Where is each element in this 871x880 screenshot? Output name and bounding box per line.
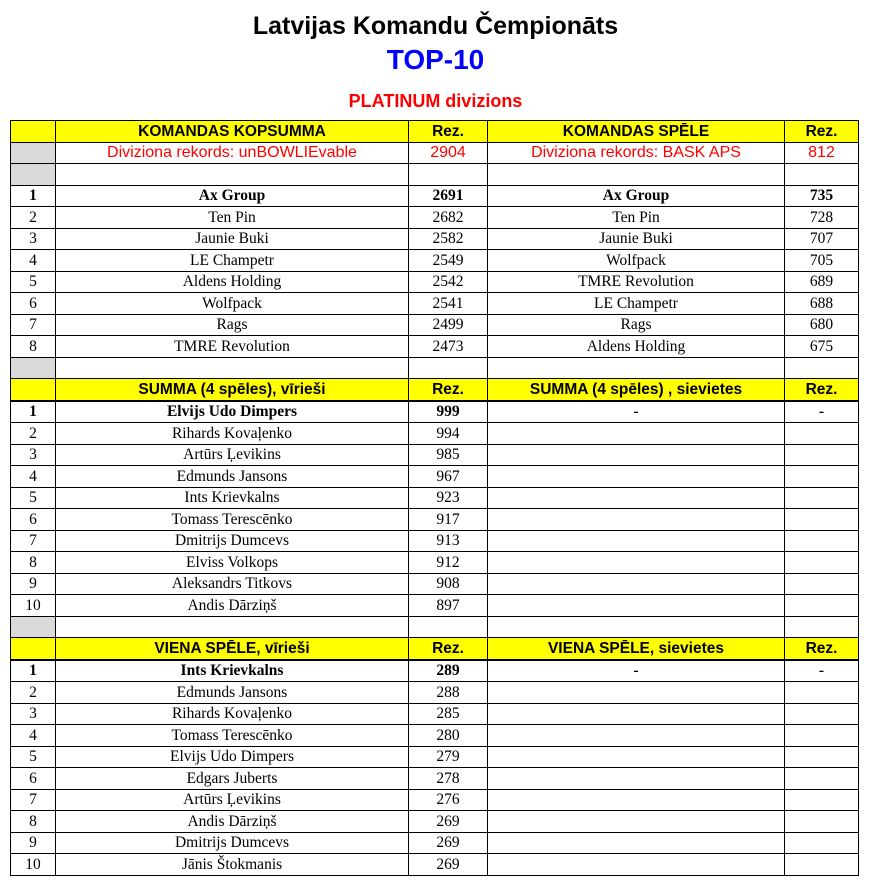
table-row (11, 811, 859, 833)
team-game-cell: 735 (785, 185, 859, 207)
table-row (11, 854, 859, 876)
rank-cell: 3 (11, 228, 56, 250)
player-name-cell: Elviss Volkops (56, 552, 409, 574)
player-name-cell: Ints Krievkalns (56, 487, 409, 509)
team-total-cell: 2499 (409, 314, 488, 336)
team-name-cell: Ax Group (56, 185, 409, 207)
spacer-row (11, 164, 859, 186)
results-sheet (10, 120, 859, 876)
player-name-cell: Elvijs Udo Dimpers (56, 746, 409, 768)
page-title: Latvijas Komandu Čempionāts (252, 12, 619, 40)
empty-cell (409, 616, 488, 638)
table-row (11, 314, 859, 336)
table-row (11, 487, 859, 509)
team-name-cell: Ten Pin (56, 207, 409, 229)
player-name-cell: Artūrs Ļevikins (56, 444, 409, 466)
player-name-cell: Andis Dārziņš (56, 811, 409, 833)
team-name-cell: Jaunie Buki (56, 228, 409, 250)
women-res-cell (785, 768, 859, 790)
women-res-cell (785, 789, 859, 811)
player-res-cell: 994 (409, 423, 488, 445)
women-name-cell (488, 595, 785, 617)
rank-cell: 5 (11, 746, 56, 768)
team-game-cell: 675 (785, 336, 859, 358)
team-name-cell: Aldens Holding (488, 336, 785, 358)
player-res-cell: 285 (409, 703, 488, 725)
grey-cell (11, 357, 56, 379)
women-res-cell (785, 509, 859, 531)
women-name-cell (488, 832, 785, 854)
rank-cell: 4 (11, 725, 56, 747)
team-total-cell: 2691 (409, 185, 488, 207)
table-row (11, 293, 859, 315)
player-name-cell: Ints Krievkalns (56, 660, 409, 682)
player-res-cell: 269 (409, 854, 488, 876)
women-res-cell (785, 746, 859, 768)
team-name-cell: Rags (56, 314, 409, 336)
player-res-cell: 999 (409, 401, 488, 423)
women-res-cell (785, 811, 859, 833)
team-total-cell: 2542 (409, 271, 488, 293)
women-res-cell (785, 682, 859, 704)
rank-cell: 7 (11, 530, 56, 552)
rank-cell: 2 (11, 682, 56, 704)
grey-cell (11, 616, 56, 638)
page-subtitle: TOP-10 (386, 44, 485, 75)
player-name-cell: Rihards Kovaļenko (56, 703, 409, 725)
table-row (11, 509, 859, 531)
player-name-cell: Tomass Terescēnko (56, 725, 409, 747)
women-name-cell (488, 682, 785, 704)
rank-cell: 1 (11, 401, 56, 423)
left-record-label: Diviziona rekords: unBOWLIEvable (56, 142, 409, 164)
player-name-cell: Andis Dārziņš (56, 595, 409, 617)
women-res-cell (785, 423, 859, 445)
empty-cell (56, 357, 409, 379)
women-res-cell (785, 530, 859, 552)
rank-cell: 6 (11, 509, 56, 531)
table-row (11, 573, 859, 595)
sum4-women-header: SUMMA (4 spēles) , sievietes (488, 379, 785, 401)
women-res-cell (785, 832, 859, 854)
table-row (11, 595, 859, 617)
team-name-cell: TMRE Revolution (56, 336, 409, 358)
player-name-cell: Dmitrijs Dumcevs (56, 832, 409, 854)
rank-cell: 6 (11, 768, 56, 790)
header-cell-blank (11, 379, 56, 401)
women-name-cell (488, 703, 785, 725)
women-name-cell (488, 552, 785, 574)
empty-cell (488, 357, 785, 379)
table-row (11, 228, 859, 250)
player-name-cell: Rihards Kovaļenko (56, 423, 409, 445)
rank-cell: 6 (11, 293, 56, 315)
player-name-cell: Edgars Juberts (56, 768, 409, 790)
table-row (11, 423, 859, 445)
table-row (11, 466, 859, 488)
women-name-cell (488, 789, 785, 811)
table-row (11, 207, 859, 229)
team-name-cell: LE Champetr (488, 293, 785, 315)
team-name-cell: Ten Pin (488, 207, 785, 229)
table-row (11, 444, 859, 466)
player-name-cell: Artūrs Ļevikins (56, 789, 409, 811)
grey-cell (11, 164, 56, 186)
rank-cell: 7 (11, 789, 56, 811)
women-name-cell (488, 466, 785, 488)
single-header-row (11, 638, 859, 660)
team-name-cell: TMRE Revolution (488, 271, 785, 293)
team-game-cell: 728 (785, 207, 859, 229)
player-res-cell: 923 (409, 487, 488, 509)
table-row (11, 746, 859, 768)
player-name-cell: Aleksandrs Titkovs (56, 573, 409, 595)
women-res-cell (785, 552, 859, 574)
player-res-cell: 912 (409, 552, 488, 574)
empty-cell (488, 616, 785, 638)
player-res-cell: 288 (409, 682, 488, 704)
table-row (11, 530, 859, 552)
women-name-cell (488, 746, 785, 768)
team-total-cell: 2549 (409, 250, 488, 272)
women-res-cell (785, 725, 859, 747)
player-res-cell: 913 (409, 530, 488, 552)
team-game-cell: 689 (785, 271, 859, 293)
team-total-res-header: Rez. (409, 121, 488, 143)
player-res-cell: 269 (409, 832, 488, 854)
team-header-row (11, 121, 859, 143)
rank-cell: 4 (11, 466, 56, 488)
player-res-cell: 897 (409, 595, 488, 617)
spacer-row (11, 357, 859, 379)
table-row (11, 832, 859, 854)
single-women-header: VIENA SPĒLE, sievietes (488, 638, 785, 660)
table-row (11, 682, 859, 704)
player-name-cell: Tomass Terescēnko (56, 509, 409, 531)
team-name-cell: LE Champetr (56, 250, 409, 272)
rank-cell: 8 (11, 336, 56, 358)
rank-cell: 8 (11, 552, 56, 574)
women-name-cell (488, 854, 785, 876)
team-name-cell: Wolfpack (56, 293, 409, 315)
table-row (11, 768, 859, 790)
player-name-cell: Elvijs Udo Dimpers (56, 401, 409, 423)
right-record-value: 812 (785, 142, 859, 164)
header-cell-blank (11, 121, 56, 143)
rank-cell: 9 (11, 832, 56, 854)
rank-cell: 5 (11, 271, 56, 293)
table-row (11, 703, 859, 725)
rank-cell: 9 (11, 573, 56, 595)
women-name-cell (488, 487, 785, 509)
rank-cell: 7 (11, 314, 56, 336)
player-res-cell: 276 (409, 789, 488, 811)
empty-cell (785, 357, 859, 379)
player-res-cell: 280 (409, 725, 488, 747)
rank-cell: 8 (11, 811, 56, 833)
player-name-cell: Jānis Štokmanis (56, 854, 409, 876)
player-res-cell: 917 (409, 509, 488, 531)
table-row (11, 401, 859, 423)
women-res-cell (785, 595, 859, 617)
table-row (11, 660, 859, 682)
table-row (11, 552, 859, 574)
left-record-value: 2904 (409, 142, 488, 164)
table-row (11, 250, 859, 272)
women-name-cell (488, 573, 785, 595)
sum4-men-res-header: Rez. (409, 379, 488, 401)
team-total-cell: 2541 (409, 293, 488, 315)
team-name-cell: Wolfpack (488, 250, 785, 272)
table-row (11, 725, 859, 747)
player-res-cell: 279 (409, 746, 488, 768)
table-row (11, 789, 859, 811)
team-total-cell: 2582 (409, 228, 488, 250)
women-res-cell (785, 703, 859, 725)
table-row (11, 271, 859, 293)
women-res-cell (785, 444, 859, 466)
rank-cell: 1 (11, 185, 56, 207)
rank-cell: 3 (11, 444, 56, 466)
empty-cell (56, 616, 409, 638)
rank-cell: 1 (11, 660, 56, 682)
rank-cell: 5 (11, 487, 56, 509)
team-game-cell: 680 (785, 314, 859, 336)
women-name-cell (488, 509, 785, 531)
division-title: PLATINUM divizions (348, 91, 523, 111)
record-row (11, 142, 859, 164)
spacer-row (11, 616, 859, 638)
player-name-cell: Dmitrijs Dumcevs (56, 530, 409, 552)
grey-cell (11, 142, 56, 164)
player-res-cell: 289 (409, 660, 488, 682)
women-res-cell (785, 854, 859, 876)
empty-cell (409, 357, 488, 379)
team-game-cell: 688 (785, 293, 859, 315)
women-name-cell: - (488, 401, 785, 423)
team-name-cell: Aldens Holding (56, 271, 409, 293)
team-name-cell: Ax Group (488, 185, 785, 207)
sum4-men-header: SUMMA (4 spēles), vīrieši (56, 379, 409, 401)
single-men-res-header: Rez. (409, 638, 488, 660)
team-game-cell: 707 (785, 228, 859, 250)
empty-cell (785, 616, 859, 638)
player-name-cell: Edmunds Jansons (56, 466, 409, 488)
women-name-cell: - (488, 660, 785, 682)
women-res-cell (785, 573, 859, 595)
header-cell-blank (11, 638, 56, 660)
team-name-cell: Rags (488, 314, 785, 336)
right-record-label: Diviziona rekords: BASK APS (488, 142, 785, 164)
women-name-cell (488, 811, 785, 833)
sum4-women-res-header: Rez. (785, 379, 859, 401)
table-row (11, 185, 859, 207)
player-res-cell: 908 (409, 573, 488, 595)
rank-cell: 10 (11, 854, 56, 876)
team-total-cell: 2473 (409, 336, 488, 358)
women-name-cell (488, 725, 785, 747)
rank-cell: 3 (11, 703, 56, 725)
player-res-cell: 985 (409, 444, 488, 466)
women-res-cell (785, 487, 859, 509)
table-row (11, 336, 859, 358)
team-game-header: KOMANDAS SPĒLE (488, 121, 785, 143)
women-res-cell: - (785, 401, 859, 423)
rank-cell: 2 (11, 423, 56, 445)
women-name-cell (488, 444, 785, 466)
women-res-cell: - (785, 660, 859, 682)
women-res-cell (785, 466, 859, 488)
rank-cell: 10 (11, 595, 56, 617)
team-total-cell: 2682 (409, 207, 488, 229)
player-res-cell: 278 (409, 768, 488, 790)
single-men-header: VIENA SPĒLE, vīrieši (56, 638, 409, 660)
sum4-header-row (11, 379, 859, 401)
rank-cell: 4 (11, 250, 56, 272)
women-name-cell (488, 423, 785, 445)
women-name-cell (488, 768, 785, 790)
single-women-res-header: Rez. (785, 638, 859, 660)
team-game-res-header: Rez. (785, 121, 859, 143)
team-total-header: KOMANDAS KOPSUMMA (56, 121, 409, 143)
team-game-cell: 705 (785, 250, 859, 272)
player-res-cell: 269 (409, 811, 488, 833)
team-name-cell: Jaunie Buki (488, 228, 785, 250)
player-res-cell: 967 (409, 466, 488, 488)
rank-cell: 2 (11, 207, 56, 229)
player-name-cell: Edmunds Jansons (56, 682, 409, 704)
women-name-cell (488, 530, 785, 552)
